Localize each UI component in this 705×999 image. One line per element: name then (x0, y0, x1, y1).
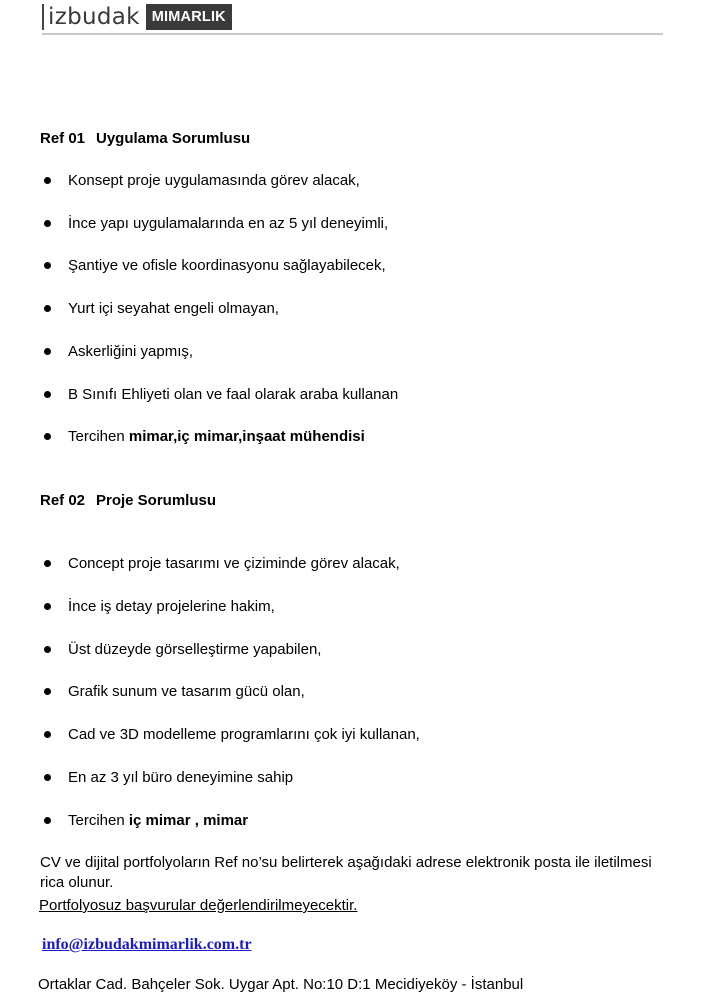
bullet-icon (44, 603, 51, 610)
list-item-text (68, 768, 293, 788)
office-address: Ortaklar Cad. Bahçeler Sok. Uygar Apt. No:10 D:1 Mecidiyeköy - İstanbul (38, 976, 524, 993)
list-item-label: Tercihen (68, 811, 129, 829)
ref01-heading (40, 130, 250, 148)
bullet-icon (44, 262, 51, 269)
bullet-icon (44, 348, 51, 355)
list-item-text (68, 682, 305, 702)
bullet-icon (44, 177, 51, 184)
header-divider (42, 33, 663, 35)
list-item-label: Konsept proje uygulamasında görev alacak, (68, 172, 360, 189)
list-item-label: B Sınıfı Ehliyeti olan ve faal olarak araba kullanan (68, 385, 399, 403)
bullet-icon (44, 774, 51, 781)
list-item-label: Askerliğini yapmış, (68, 342, 194, 360)
bullet-icon (44, 391, 51, 398)
ref02-number: Ref 02 (40, 492, 86, 509)
logo-badge: MIMARLIK (146, 4, 232, 30)
list-item-label: Üst düzeyde görselleştirme yapabilen, (68, 640, 322, 658)
list-item-text (68, 640, 321, 660)
list-item-text (68, 299, 279, 319)
list-item-text (68, 171, 360, 191)
list-item-text (68, 385, 398, 405)
logo-bar (42, 4, 44, 30)
list-item-text (68, 725, 420, 745)
company-logo (42, 3, 232, 31)
list-item-text (68, 342, 193, 362)
application-instructions: CV ve dijital portfolyoların Ref no’su belirterek aşağıdaki adrese elektronik posta ile iletilmesi rica olunur. (40, 854, 652, 891)
email-link[interactable]: info@izbudakmimarlik.com.tr (42, 936, 252, 953)
list-item-text (68, 427, 365, 447)
ref01-title: Uygulama Sorumlusu (96, 130, 251, 147)
bullet-icon (44, 433, 51, 440)
list-item-label: Concept proje tasarımı ve çiziminde görev alacak, (68, 555, 400, 572)
list-item-label: İnce yapı uygulamalarında en az 5 yıl deneyimli, (68, 214, 389, 232)
list-item-label: İnce iş detay projelerine hakim, (68, 597, 275, 615)
list-item-label: Grafik sunum ve tasarım gücü olan, (68, 683, 305, 701)
list-item-text (68, 214, 388, 234)
portfolio-notice: Portfolyosuz başvurular değerlendirilmeyecektir. (39, 897, 358, 914)
bullet-icon (44, 560, 51, 567)
bullet-icon (44, 688, 51, 695)
bullet-icon (44, 817, 51, 824)
bullet-icon (44, 646, 51, 653)
list-item-text (68, 811, 248, 831)
list-item-label: Tercihen (68, 428, 129, 446)
list-item-label: Şantiye ve ofisle koordinasyonu sağlayabilecek, (68, 257, 386, 275)
bullet-icon (44, 220, 51, 227)
list-item-text (68, 256, 386, 276)
list-item-text (68, 597, 275, 617)
list-item-emphasis: mimar,iç mimar,inşaat mühendisi (128, 428, 365, 446)
logo-wordmark: izbudak (48, 4, 140, 30)
bullet-icon (44, 731, 51, 738)
ref02-heading (40, 492, 216, 510)
ref02-title: Proje Sorumlusu (96, 492, 217, 509)
list-item-label: Cad ve 3D modelleme programlarını çok iyi kullanan, (68, 726, 420, 744)
list-item-emphasis: iç mimar , mimar (128, 811, 249, 829)
list-item-label: Yurt içi seyahat engeli olmayan, (68, 300, 279, 318)
list-item-label: En az 3 yıl büro deneyimine sahip (68, 769, 294, 786)
bullet-icon (44, 305, 51, 312)
ref01-number: Ref 01 (40, 130, 86, 147)
list-item-text (68, 554, 400, 574)
